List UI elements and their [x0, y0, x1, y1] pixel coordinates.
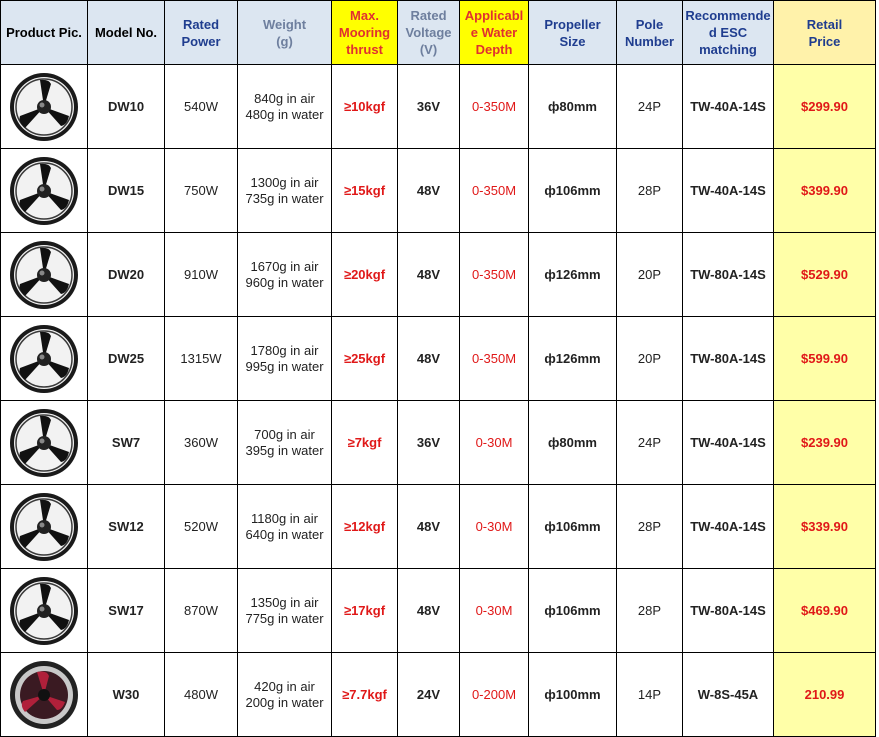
weight [238, 65, 332, 149]
rated-voltage: 48V [398, 149, 460, 233]
esc-matching: TW-80A-14S [683, 317, 774, 401]
weight [238, 317, 332, 401]
header-propeller-size: Propeller Size [529, 1, 617, 65]
weight [238, 485, 332, 569]
product-pic-cell [1, 233, 88, 317]
weight-in-water: 395g in water [245, 442, 324, 458]
weight-in-air: 1670g in air [250, 258, 319, 274]
esc-matching: W-8S-45A [683, 653, 774, 737]
table-row [1, 653, 876, 737]
header-weight: Weight (g) [238, 1, 332, 65]
retail-price: $339.90 [774, 485, 876, 569]
rated-voltage: 48V [398, 569, 460, 653]
rated-voltage: 48V [398, 233, 460, 317]
table-row [1, 569, 876, 653]
model-number: W30 [88, 653, 165, 737]
product-pic-cell [1, 317, 88, 401]
propeller-size: ф106mm [529, 485, 617, 569]
pole-number: 14P [617, 653, 683, 737]
rated-voltage: 24V [398, 653, 460, 737]
table-row [1, 401, 876, 485]
weight-in-air: 1350g in air [250, 594, 319, 610]
product-pic-cell [1, 401, 88, 485]
esc-matching: TW-80A-14S [683, 233, 774, 317]
header-water-depth: Applicabl e Water Depth [460, 1, 529, 65]
rated-power: 870W [165, 569, 238, 653]
header-mooring-thrust: Max. Mooring thrust [332, 1, 398, 65]
retail-price: $599.90 [774, 317, 876, 401]
header-model-no: Model No. [88, 1, 165, 65]
propeller-size: ф106mm [529, 149, 617, 233]
retail-price: 210.99 [774, 653, 876, 737]
header-esc-matching: Recommende d ESC matching [683, 1, 774, 65]
model-number: SW12 [88, 485, 165, 569]
mooring-thrust: ≥20kgf [332, 233, 398, 317]
thruster-dark-icon [7, 322, 81, 396]
mooring-thrust: ≥15kgf [332, 149, 398, 233]
table-row [1, 149, 876, 233]
thruster-dark-icon [7, 238, 81, 312]
pole-number: 20P [617, 317, 683, 401]
rated-power: 1315W [165, 317, 238, 401]
rated-voltage: 36V [398, 65, 460, 149]
rated-voltage: 48V [398, 317, 460, 401]
weight-in-air: 1300g in air [250, 174, 319, 190]
table-body [1, 65, 876, 737]
esc-matching: TW-40A-14S [683, 65, 774, 149]
weight-in-air: 1780g in air [250, 342, 319, 358]
retail-price: $529.90 [774, 233, 876, 317]
product-pic-cell [1, 485, 88, 569]
pole-number: 24P [617, 65, 683, 149]
header-product-pic: Product Pic. [1, 1, 88, 65]
rated-power: 360W [165, 401, 238, 485]
weight-in-water: 200g in water [245, 694, 324, 710]
esc-matching: TW-40A-14S [683, 485, 774, 569]
mooring-thrust: ≥7kgf [332, 401, 398, 485]
water-depth: 0-200M [460, 653, 529, 737]
rated-voltage: 48V [398, 485, 460, 569]
retail-price: $469.90 [774, 569, 876, 653]
pole-number: 28P [617, 485, 683, 569]
thruster-dark-icon [7, 574, 81, 648]
header-retail-price: Retail Price [774, 1, 876, 65]
weight [238, 149, 332, 233]
weight-in-air: 420g in air [254, 678, 315, 694]
propeller-size: ф80mm [529, 401, 617, 485]
thruster-dark-icon [7, 70, 81, 144]
weight-in-water: 775g in water [245, 610, 324, 626]
weight-in-air: 700g in air [254, 426, 315, 442]
weight-in-water: 995g in water [245, 358, 324, 374]
table-row [1, 65, 876, 149]
water-depth: 0-350M [460, 317, 529, 401]
model-number: DW20 [88, 233, 165, 317]
retail-price: $239.90 [774, 401, 876, 485]
mooring-thrust: ≥25kgf [332, 317, 398, 401]
product-pic-cell [1, 569, 88, 653]
rated-power: 750W [165, 149, 238, 233]
mooring-thrust: ≥17kgf [332, 569, 398, 653]
water-depth: 0-30M [460, 569, 529, 653]
retail-price: $299.90 [774, 65, 876, 149]
rated-power: 910W [165, 233, 238, 317]
retail-price: $399.90 [774, 149, 876, 233]
weight [238, 653, 332, 737]
rated-power: 480W [165, 653, 238, 737]
weight-in-water: 960g in water [245, 274, 324, 290]
pole-number: 20P [617, 233, 683, 317]
pole-number: 28P [617, 149, 683, 233]
weight-in-water: 480g in water [245, 106, 324, 122]
table-row [1, 485, 876, 569]
rated-voltage: 36V [398, 401, 460, 485]
thruster-red-icon [7, 658, 81, 732]
model-number: DW10 [88, 65, 165, 149]
esc-matching: TW-80A-14S [683, 569, 774, 653]
pole-number: 28P [617, 569, 683, 653]
thruster-dark-icon [7, 490, 81, 564]
water-depth: 0-30M [460, 485, 529, 569]
weight [238, 569, 332, 653]
product-pic-cell [1, 149, 88, 233]
thruster-dark-icon [7, 406, 81, 480]
thruster-dark-icon [7, 154, 81, 228]
water-depth: 0-350M [460, 65, 529, 149]
weight [238, 233, 332, 317]
model-number: DW15 [88, 149, 165, 233]
product-pic-cell [1, 65, 88, 149]
header-row [1, 1, 876, 65]
pole-number: 24P [617, 401, 683, 485]
water-depth: 0-350M [460, 149, 529, 233]
table-row [1, 317, 876, 401]
mooring-thrust: ≥10kgf [332, 65, 398, 149]
rated-power: 520W [165, 485, 238, 569]
water-depth: 0-30M [460, 401, 529, 485]
product-pic-cell [1, 653, 88, 737]
weight-in-air: 1180g in air [251, 510, 318, 526]
propeller-size: ф106mm [529, 569, 617, 653]
model-number: SW17 [88, 569, 165, 653]
esc-matching: TW-40A-14S [683, 401, 774, 485]
propeller-size: ф126mm [529, 233, 617, 317]
water-depth: 0-350M [460, 233, 529, 317]
mooring-thrust: ≥7.7kgf [332, 653, 398, 737]
mooring-thrust: ≥12kgf [332, 485, 398, 569]
table-row [1, 233, 876, 317]
propeller-size: ф80mm [529, 65, 617, 149]
model-number: DW25 [88, 317, 165, 401]
weight-in-water: 735g in water [245, 190, 324, 206]
propeller-size: ф100mm [529, 653, 617, 737]
model-number: SW7 [88, 401, 165, 485]
weight-in-water: 640g in water [245, 526, 324, 542]
esc-matching: TW-40A-14S [683, 149, 774, 233]
header-pole-number: Pole Number [617, 1, 683, 65]
weight [238, 401, 332, 485]
weight-in-air: 840g in air [254, 90, 315, 106]
header-rated-power: Rated Power [165, 1, 238, 65]
propeller-size: ф126mm [529, 317, 617, 401]
table-header [1, 1, 876, 65]
header-rated-voltage: Rated Voltage (V) [398, 1, 460, 65]
rated-power: 540W [165, 65, 238, 149]
